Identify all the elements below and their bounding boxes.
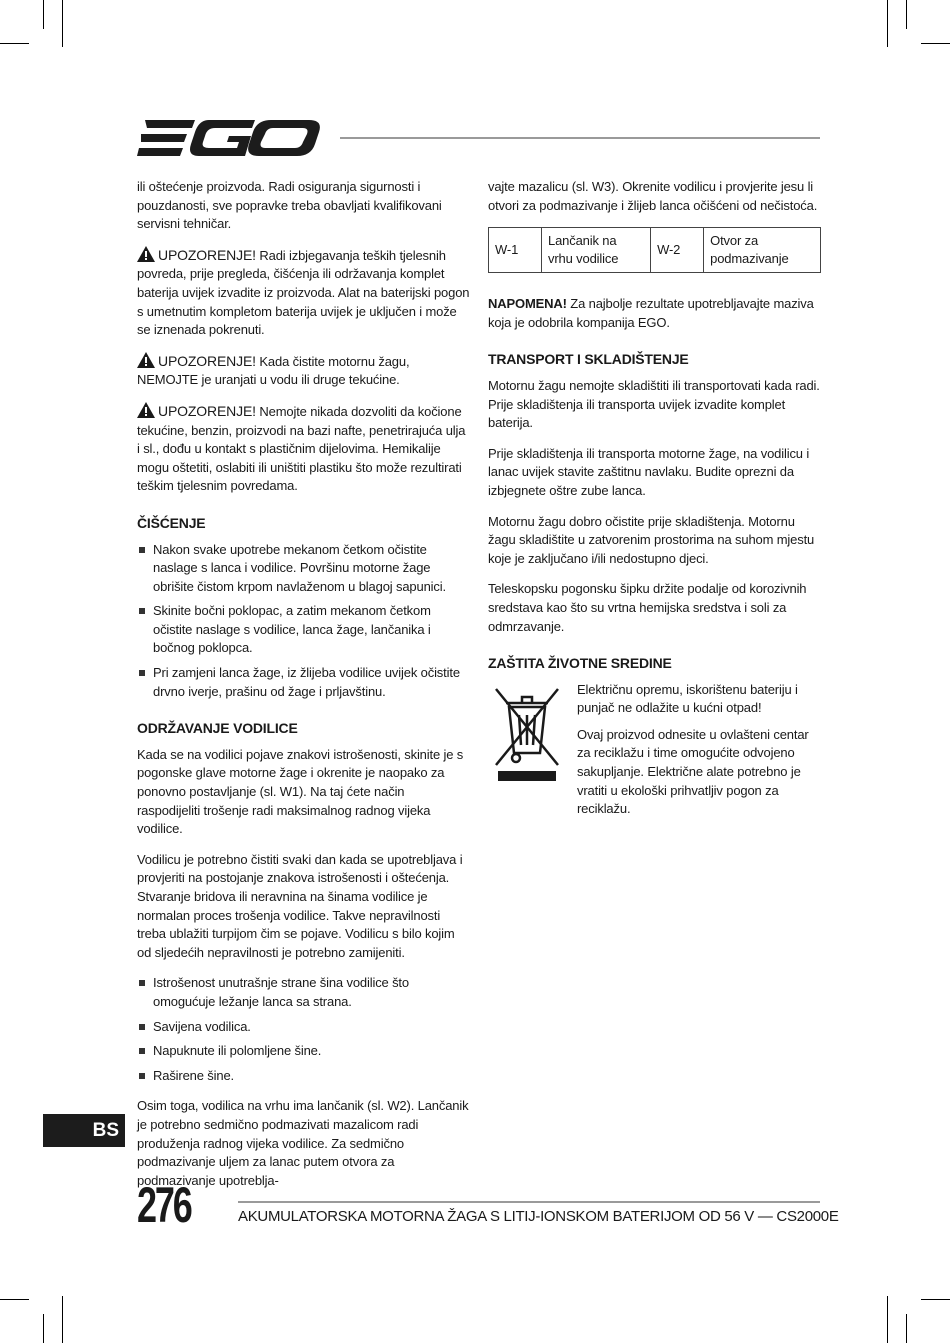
crop-mark [887, 0, 888, 47]
bullet-icon [139, 980, 145, 986]
crop-mark [887, 1296, 888, 1343]
table-cell-code: W-1 [489, 228, 542, 273]
paragraph: Ovaj proizvod odnesite u ovlašteni centar za reciklažu i time omogućite odvojeno sakupljanje. Električne alate potrebno je vratiti u ekološki prihvatljiv pogon za reciklažu. [577, 726, 809, 817]
warning-paragraph [137, 402, 470, 496]
list-item: Raširene šine. [137, 1067, 470, 1086]
list-item: Savijena vodilica. [137, 1018, 470, 1037]
table-cell-code: W-2 [651, 228, 704, 273]
warning-text: Kada čistite motornu žagu, NEMOJTE je uranjati u vodu ili druge tekućine. [137, 353, 410, 388]
environment-text [577, 681, 821, 819]
note-text: Za najbolje rezultate upotrebljavajte maziva koja je odobrila kompanija EGO. [488, 296, 814, 330]
warning-label: UPOZORENJE! [158, 352, 256, 369]
bullet-icon [139, 1048, 145, 1054]
crop-mark [921, 43, 950, 44]
section-heading-transport: TRANSPORT I SKLADIŠTENJE [488, 351, 689, 368]
list-item: Nakon svake upotrebe mekanom četkom očistite naslage s lanca i vodilice. Površinu motorne žage obrišite čistom krpom navlaženom u blagoj sapunici. [137, 541, 470, 597]
list-item: Istrošenost unutrašnje strane šina vodilice što omogućuje ležanje lanca sa strana. [137, 974, 470, 1011]
guide-bar-list [137, 974, 470, 1085]
header-rule [340, 137, 820, 139]
crop-mark [906, 1314, 907, 1343]
crop-mark [43, 0, 44, 29]
paragraph: Osim toga, vodilica na vrhu ima lančanik (sl. W2). Lančanik je potrebno sedmično podmazivati mazalicom radi produženja radnog vijeka vodilice. Za sedmično podmazivanje uljem za lanac putem otvora za podmazivanje upotreblja- [137, 1098, 469, 1188]
bullet-icon [139, 547, 145, 553]
list-item: Napuknute ili polomljene šine. [137, 1042, 470, 1061]
crop-mark [921, 1299, 950, 1300]
intro-paragraph: ili oštećenje proizvoda. Radi osiguranja sigurnosti i pouzdanosti, sve popravke treba obavljati kvalifikovani servisni tehničar. [137, 179, 442, 232]
warning-text: Nemojte nikada dozvoliti da kočione tekućine, benzin, proizvodi na bazi nafte, penetrirajuća ulja i sl., dođu u kontakt s plastičnim dijelovima. Hemikalije mogu oštetiti, oslabiti ili uništiti plastiku što može rezultirati teškim tjelesnim povredama. [137, 403, 466, 494]
note-label: NAPOMENA! [488, 296, 567, 312]
paragraph: Prije skladištenja ili transporta motorne žage, na vodilicu i lanac uvijek stavite zaštitnu navlaku. Budite oprezni da izbjegnete oštre zube lanca. [488, 445, 810, 498]
crop-mark [62, 0, 63, 47]
list-item: Pri zamjeni lanca žage, iz žlijeba vodilice uvijek očistite drvno iverje, prašinu od žage i prljavštinu. [137, 664, 470, 701]
paragraph: Motornu žagu nemojte skladištiti ili transportovati kada radi. Prije skladištenja ili transporta uvijek izvadite komplet baterija. [488, 377, 820, 431]
bullet-icon [139, 1024, 145, 1030]
ego-logo [137, 118, 321, 158]
table-cell-desc: Otvor za podmazivanje [704, 228, 821, 273]
paragraph: Električnu opremu, iskorištenu bateriju i punjač ne odlažite u kućni otpad! [577, 681, 798, 716]
paragraph: Motornu žagu dobro očistite prije skladištenja. Motornu žagu skladištite u zatvorenim prostorima na suhom mjestu koje je zaključano i/ili nedostupno djeci. [488, 513, 815, 566]
paragraph: Teleskopsku pogonsku šipku držite podalje od korozivnih sredstava kao što su vrtna hemijska sredstva i soli za odmrzavanje. [488, 581, 807, 634]
cleaning-list [137, 541, 470, 702]
left-column [137, 178, 470, 1202]
warning-triangle-icon [137, 402, 155, 418]
table-cell-desc: Lančanik na vrhu vodilice [542, 228, 651, 273]
warning-paragraph [137, 246, 470, 340]
crossed-out-wheelie-bin-icon [488, 681, 566, 785]
warning-paragraph [137, 352, 470, 390]
figure-legend-table [488, 227, 821, 273]
continuation-paragraph: vajte mazalicu (sl. W3). Okrenite vodilicu i provjerite jesu li otvori za podmazivanje i žlijeb lanca očišćeni od nečistoća. [488, 179, 818, 213]
page-number: 276 [137, 1177, 191, 1233]
section-heading-guide-bar: ODRŽAVANJE VODILICE [137, 720, 298, 737]
bullet-icon [139, 1073, 145, 1079]
crop-mark [0, 1299, 29, 1300]
right-column [488, 178, 821, 827]
bullet-icon [139, 670, 145, 676]
bullet-icon [139, 608, 145, 614]
note-paragraph [488, 295, 821, 332]
section-heading-cleaning: ČIŠĆENJE [137, 514, 206, 531]
warning-label: UPOZORENJE! [158, 246, 256, 263]
crop-mark [0, 43, 29, 44]
section-heading-environment: ZAŠTITA ŽIVOTNE SREDINE [488, 655, 672, 672]
crop-mark [906, 0, 907, 29]
warning-text: Radi izbjegavanja teških tjelesnih povreda, prije pregleda, čišćenja ili održavanja komplet baterija uvijek izvadite iz proizvoda. Alat na baterijski pogon s umetnutim kompletom baterija uvijek je uključen i može se iznenada pokrenuti. [137, 247, 470, 338]
list-item: Skinite bočni poklopac, a zatim mekanom četkom očistite naslage s vodilice, lanca žage, lančanika i bočnog poklopca. [137, 602, 470, 658]
language-tab: BS [43, 1114, 125, 1147]
warning-triangle-icon [137, 352, 155, 368]
footer-title: AKUMULATORSKA MOTORNA ŽAGA S LITIJ-IONSKOM BATERIJOM OD 56 V — CS2000E [238, 1208, 839, 1225]
environment-block [488, 681, 821, 819]
warning-triangle-icon [137, 246, 155, 262]
crop-mark [62, 1296, 63, 1343]
crop-mark [43, 1314, 44, 1343]
warning-label: UPOZORENJE! [158, 402, 256, 419]
paragraph: Vodilicu je potrebno čistiti svaki dan kada se upotrebljava i provjeriti na postojanje znakova istrošenosti i oštećenja. Stvaranje bridova ili neravnina na šinama vodilice je normalan proces trošenja vodilice. Takve nepravilnosti treba ublažiti turpijom čim se pojave. Vodilicu s bilo kojim od sljedećih nepravilnosti je potrebno zamijeniti. [137, 851, 463, 960]
table-row [489, 228, 821, 273]
paragraph: Kada se na vodilici pojave znakovi istrošenosti, skinite je s pogonske glave motorne žage i okrenite je naopako za ponovno postavljanje (sl. W1). Na taj ćete način raspodijeliti trošenje radi maksimalnog radnog vijeka vodilice. [137, 746, 464, 837]
footer-rule [238, 1201, 820, 1203]
